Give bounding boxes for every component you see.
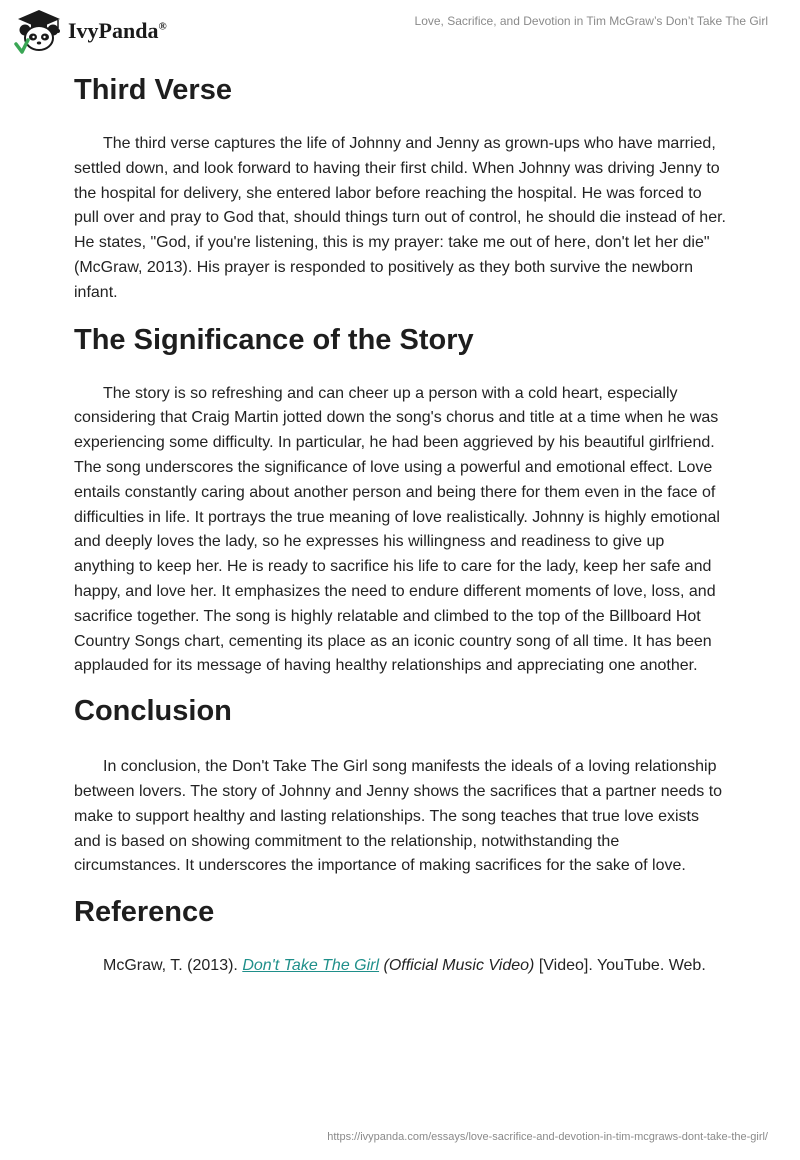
section-significance <box>74 320 728 680</box>
section-paragraph: The story is so refreshing and can cheer up a person with a cold heart, especially considering that Craig Martin jotted down the song's chorus and title at a time when he was experiencing some difficulty. In particular, he had been aggrieved by his beautiful girlfriend. The song underscores the significance of love using a powerful and emotional effect. Love entails constantly caring about another person and being there for them even in the face of difficulties in life. It portrays the true meaning of love realistically. Johnny is highly emotional and deeply loves the lady, so he expresses his willingness and readiness to give up anything to keep her. He is ready to sacrifice his life to care for the lady, keep her safe and happy, and love her. It emphasizes the need to endure different moments of love, loss, and sacrifice together. The song is highly relatable and climbed to the top of the Billboard Hot Country Songs chart, cementing its place as an iconic country song of all time. It has been applauded for its message of having healthy relationships and appreciating one another. <box>74 384 720 675</box>
article-body <box>74 70 728 979</box>
reference-suffix: [Video]. YouTube. Web. <box>534 957 706 975</box>
section-paragraph: In conclusion, the Don't Take The Girl song manifests the ideals of a loving relationship between lovers. The story of Johnny and Jenny shows the sacrifices that a partner needs to make to support healthy and lasting relationships. The song teaches that true love exists and is based on showing commitment to the relationship, notwithstanding the circumstances. It underscores the importance of making sacrifices for the sake of love. <box>74 758 723 875</box>
running-title: Love, Sacrifice, and Devotion in Tim McGraw’s Don’t Take The Girl <box>414 14 768 28</box>
footer-url[interactable]: https://ivypanda.com/essays/love-sacrifice-and-devotion-in-tim-mcgraws-dont-take-the-girl/ <box>327 1131 768 1143</box>
section-heading: Third Verse <box>74 74 232 106</box>
reference-link[interactable]: Don't Take The Girl <box>242 957 380 975</box>
section-heading: Conclusion <box>74 695 232 728</box>
section-reference <box>74 892 728 979</box>
section-paragraph: The third verse captures the life of Johnny and Jenny as grown-ups who have married, settled down, and look forward to having their first child. When Johnny was driving Jenny to the hospital for delivery, she entered labor before reaching the hospital. He was forced to pull over and pray to God that, should things turn out of control, he should die instead of her. He states, "God, if you're listening, this is my prayer: take me out of here, don't let her die" (McGraw, 2013). His prayer is responded to positively as they both survive the newborn infant. <box>74 135 726 301</box>
brand-logo[interactable] <box>14 8 167 54</box>
section-conclusion <box>74 691 728 879</box>
section-heading: Reference <box>74 896 215 929</box>
section-third-verse <box>74 70 728 306</box>
reference-note: (Official Music Video) <box>379 957 535 975</box>
reference-entry <box>74 954 728 979</box>
section-heading: The Significance of the Story <box>74 323 474 356</box>
reference-prefix: McGraw, T. (2013). <box>103 957 243 975</box>
brand-name: IvyPanda® <box>68 18 167 43</box>
panda-graduate-icon <box>14 8 64 54</box>
